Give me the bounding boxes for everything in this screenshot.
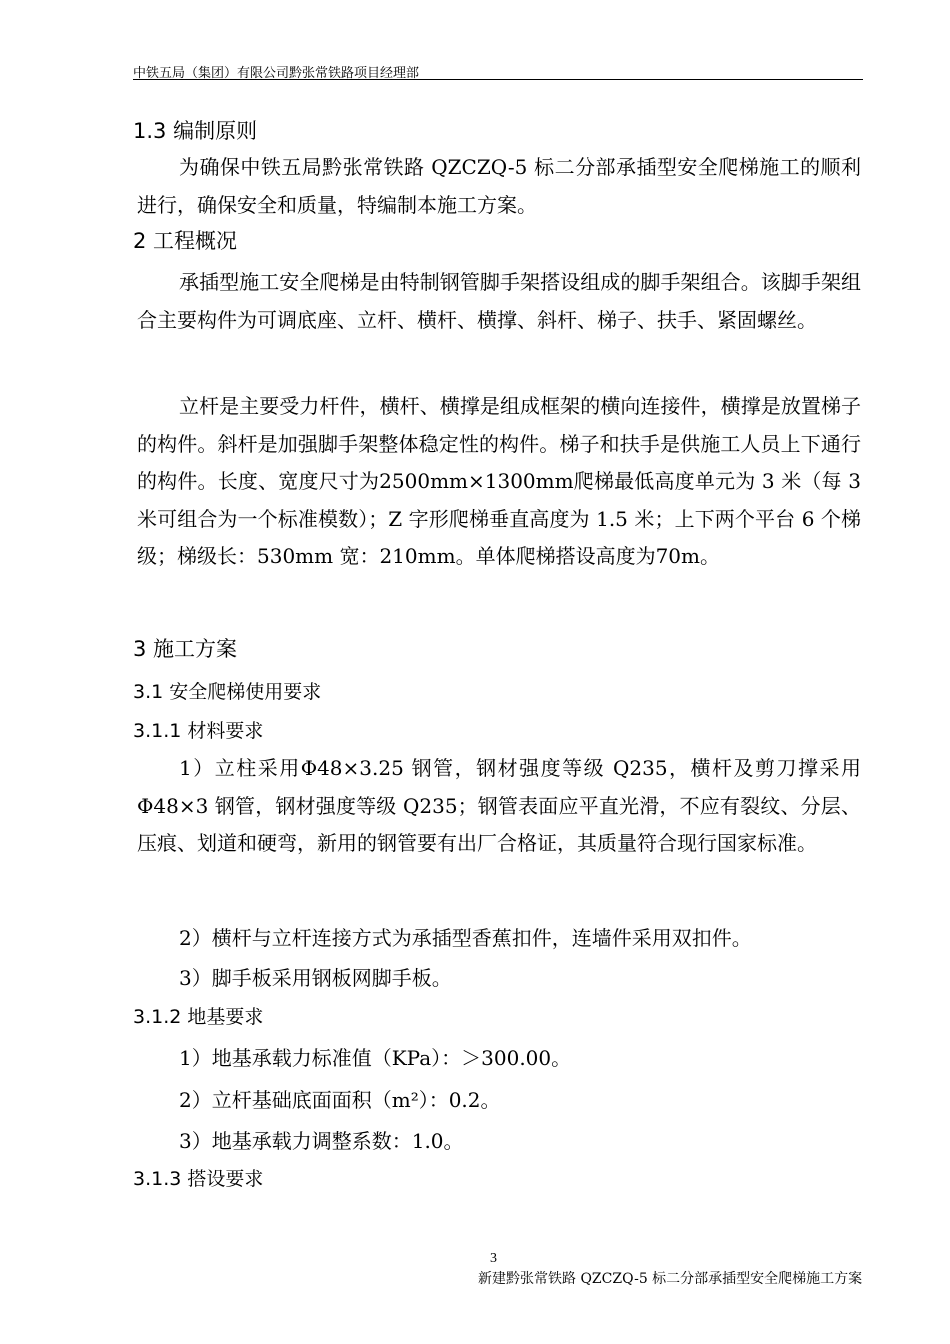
page-number: 3 (490, 1251, 497, 1266)
heading-3-1-3: 3.1.3 搭设要求 (133, 1168, 264, 1190)
heading-3-1-2: 3.1.2 地基要求 (133, 1006, 264, 1028)
header-divider (133, 79, 863, 80)
heading-1-3: 1.3 编制原则 (133, 119, 258, 143)
foundation-item-2: 2）立杆基础底面面积（m²）：0.2。 (179, 1088, 501, 1112)
foundation-item-3: 3）地基承载力调整系数：1.0。 (179, 1129, 464, 1153)
paragraph-2-1: 承插型施工安全爬梯是由特制钢管脚手架搭设组成的脚手架组合。该脚手架组合主要构件为可调底座、立杆、横杆、横撑、斜杆、梯子、扶手、紧固螺丝。 (137, 270, 861, 332)
footer-title: 新建黔张常铁路 QZCZQ-5 标二分部承插型安全爬梯施工方案 (478, 1271, 863, 1287)
heading-3-1: 3.1 安全爬梯使用要求 (133, 681, 322, 703)
paragraph-1-3: 为确保中铁五局黔张常铁路 QZCZQ-5 标二分部承插型安全爬梯施工的顺利进行，确保安全和质量，特编制本施工方案。 (137, 155, 861, 217)
heading-2: 2 工程概况 (133, 229, 238, 253)
heading-3: 3 施工方案 (133, 637, 238, 661)
header-organization: 中铁五局（集团）有限公司黔张常铁路项目经理部 (133, 66, 420, 81)
material-item-3: 3）脚手板采用钢板网脚手板。 (179, 966, 452, 990)
heading-3-1-1: 3.1.1 材料要求 (133, 720, 264, 742)
material-item-2: 2）横杆与立杆连接方式为承插型香蕉扣件，连墙件采用双扣件。 (179, 926, 752, 950)
paragraph-2-2: 立杆是主要受力杆件，横杆、横撑是组成框架的横向连接件，横撑是放置梯子的构件。斜杆是加强脚手架整体稳定性的构件。梯子和扶手是供施工人员上下通行的构件。长度、宽度尺寸为2500mm×1300mm爬梯最低高度单元为 3 米（每 3 米可组合为一个标准模数）；Z 字形爬梯垂直高度为 1.5 米；上下两个平台 6 个梯级；梯级长：530mm 宽：210mm。单体爬梯搭设高度为70m。 (137, 394, 861, 568)
foundation-item-1: 1）地基承载力标准值（KPa）：＞300.00。 (179, 1046, 572, 1070)
material-item-1: 1）立柱采用Φ48×3.25 钢管，钢材强度等级 Q235，横杆及剪刀撑采用Φ48×3 钢管，钢材强度等级 Q235；钢管表面应平直光滑，不应有裂纹、分层、压痕、划道和硬弯，新用的钢管要有出厂合格证，其质量符合现行国家标准。 (137, 756, 861, 855)
